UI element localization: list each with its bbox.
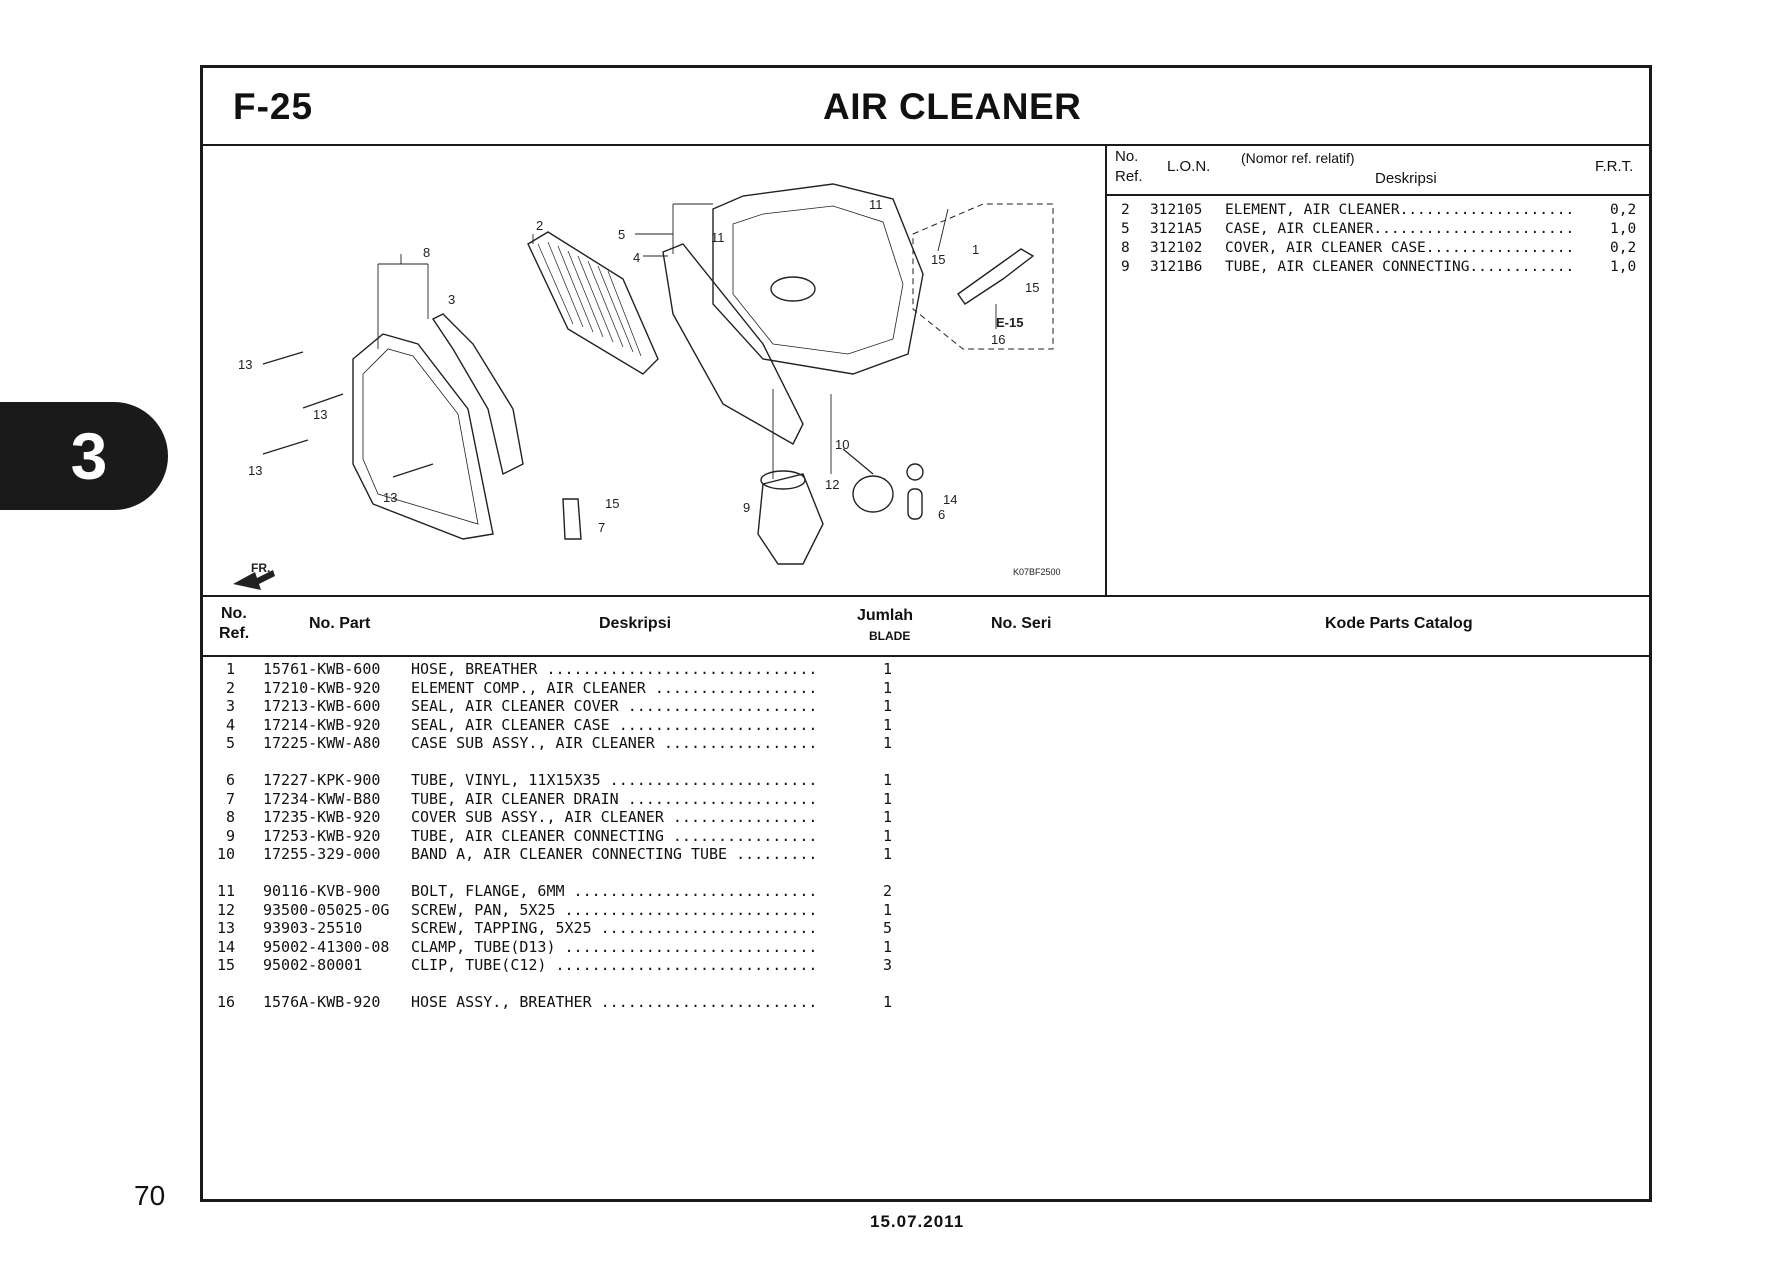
row-quantity: 1 [883,992,893,1011]
exploded-diagram-drawing [203,144,1105,595]
row-part-number: 15761-KWB-600 [263,660,381,678]
row-quantity: 1 [883,808,893,827]
row-quantity: 1 [883,900,893,919]
callout-9: 9 [743,500,751,515]
row-description: SCREW, TAPPING, 5X25 ........................ [411,919,818,938]
page-title: AIR CLEANER [823,86,1082,127]
table-row [203,827,1649,846]
row-description: HOSE, BREATHER .............................. [411,660,818,678]
ref-row [1107,202,1649,221]
row-quantity: 1 [883,660,893,678]
row-ref: 8 [225,808,235,827]
callout-10: 10 [835,437,850,452]
callout-1: 1 [972,242,980,257]
table-row [203,882,1649,901]
row-part-number: 1576A-KWB-920 [263,992,381,1011]
row-quantity: 5 [883,919,893,938]
row-part-number: 17255-329-000 [263,845,381,864]
row-quantity: 1 [883,789,893,808]
row-part-number: 17227-KPK-900 [263,770,381,789]
row-quantity: 1 [883,678,893,697]
table-row [203,938,1649,957]
header-ref: Ref. [1115,168,1143,185]
ref-row-frt: 0,2 [1610,240,1637,256]
row-description: TUBE, AIR CLEANER DRAIN ..................... [411,789,818,808]
page-code: F-25 [233,86,314,127]
header-nomor-ref: (Nomor ref. relatif) [1241,150,1355,166]
ref-row-desc: TUBE, AIR CLEANER CONNECTING............ [1225,259,1575,275]
row-description: BAND A, AIR CLEANER CONNECTING TUBE ......... [411,845,818,864]
table-row [203,771,1649,790]
row-part-number: 17225-KWW-A80 [263,734,381,753]
row-description: TUBE, VINYL, 11X15X35 ....................... [411,770,818,789]
row-description: TUBE, AIR CLEANER CONNECTING ................ [411,826,818,845]
row-ref: 4 [225,715,235,734]
row-ref: 10 [216,845,235,864]
header-no: No. [221,605,247,622]
header-no-part: No. Part [309,615,371,632]
ref-row-frt: 1,0 [1610,259,1637,275]
header-jumlah: Jumlah [857,607,914,624]
ref-row-lon: 3121B6 [1150,259,1203,275]
parts-table-header [203,595,1649,657]
table-row [203,716,1649,735]
ref-row-frt: 1,0 [1610,221,1637,237]
row-quantity: 1 [883,845,893,864]
row-part-number: 17213-KWB-600 [263,697,381,716]
row-description: BOLT, FLANGE, 6MM ........................... [411,881,818,900]
row-ref: 6 [225,770,235,789]
table-row [203,679,1649,698]
header-lon: L.O.N. [1167,158,1211,175]
callout-15b: 15 [931,252,946,267]
header-frt: F.R.T. [1595,158,1634,175]
row-part-number: 90116-KVB-900 [263,881,381,900]
figure-code: K07BF2500 [1013,567,1061,577]
ref-row-ref: 9 [1121,259,1130,275]
table-row [203,734,1649,753]
parts-table-rows [203,660,1649,1012]
row-part-number: 93500-05025-0G [263,900,390,919]
row-part-number: 95002-80001 [263,956,363,975]
row-ref: 15 [216,956,235,975]
direction-label: FR. [251,561,271,575]
table-row [203,919,1649,938]
table-row [203,660,1649,679]
callout-3: 3 [448,292,456,307]
exploded-diagram [203,144,1107,595]
table-row [203,845,1649,864]
section-number: 3 [70,419,108,493]
header-no: No. [1115,148,1139,165]
row-description: SCREW, PAN, 5X25 ............................ [411,900,818,919]
header-kode-parts-catalog: Kode Parts Catalog [1325,615,1473,632]
row-ref: 5 [225,734,235,753]
ref-row-ref: 5 [1121,221,1130,237]
row-description: HOSE ASSY., BREATHER ........................ [411,992,818,1011]
table-row [203,956,1649,975]
callout-6: 6 [938,507,946,522]
table-row [203,790,1649,809]
row-description: CLIP, TUBE(C12) ............................. [411,956,818,975]
ref-row [1107,240,1649,259]
row-description: CLAMP, TUBE(D13) ............................ [411,937,818,956]
page-number: 70 [134,1180,166,1211]
callout-8: 8 [423,245,431,260]
row-ref: 11 [216,881,235,900]
row-ref: 2 [225,678,235,697]
page-header [203,68,1649,146]
callout-16: 16 [991,332,1006,347]
table-row [203,993,1649,1012]
ref-row-desc: COVER, AIR CLEANER CASE................. [1225,240,1575,256]
row-description: SEAL, AIR CLEANER CASE ...................... [411,715,818,734]
row-quantity: 1 [883,697,893,716]
callout-4: 4 [633,250,641,265]
callout-15c: 15 [1025,280,1040,295]
ref-row [1107,259,1649,278]
header-ref: Ref. [219,625,250,642]
ref-row-desc: CASE, AIR CLEANER....................... [1225,221,1575,237]
callout-13d: 13 [383,490,398,505]
callout-11a: 11 [711,230,725,245]
row-part-number: 95002-41300-08 [263,937,390,956]
header-deskripsi: Deskripsi [1375,170,1437,187]
callout-14: 14 [943,492,958,507]
callout-11b: 11 [869,197,883,212]
row-part-number: 17235-KWB-920 [263,808,381,827]
row-ref: 7 [225,789,235,808]
row-part-number: 17234-KWW-B80 [263,789,381,808]
callout-13a: 13 [238,357,253,372]
callout-12: 12 [825,477,840,492]
row-ref: 16 [216,992,235,1011]
row-description: COVER SUB ASSY., AIR CLEANER ................ [411,808,818,827]
table-row [203,697,1649,716]
callout-5: 5 [618,227,626,242]
callout-13b: 13 [313,407,328,422]
callout-13c: 13 [248,463,263,478]
callout-2: 2 [536,218,544,233]
header-blade: BLADE [869,629,911,643]
ref-row-ref: 2 [1121,202,1130,218]
callout-7: 7 [598,520,606,535]
table-row [203,901,1649,920]
row-ref: 3 [225,697,235,716]
ref-row-desc: ELEMENT, AIR CLEANER.................... [1225,202,1575,218]
row-ref: 12 [216,900,235,919]
row-ref: 1 [225,660,235,678]
row-quantity: 1 [883,734,893,753]
row-ref: 9 [225,826,235,845]
header-no-seri: No. Seri [991,615,1052,632]
row-description: SEAL, AIR CLEANER COVER ..................... [411,697,818,716]
ref-row-frt: 0,2 [1610,202,1637,218]
ref-row-ref: 8 [1121,240,1130,256]
section-tab [0,402,168,510]
row-ref: 14 [216,937,235,956]
row-description: CASE SUB ASSY., AIR CLEANER ................. [411,734,818,753]
ref-row-lon: 312105 [1150,202,1203,218]
relative-ref-rows [1107,202,1649,278]
ref-label-e15: E-15 [996,315,1024,330]
row-quantity: 1 [883,937,893,956]
callout-15a: 15 [605,496,620,511]
row-quantity: 1 [883,715,893,734]
row-part-number: 17253-KWB-920 [263,826,381,845]
row-quantity: 1 [883,826,893,845]
row-description: ELEMENT COMP., AIR CLEANER .................. [411,678,818,697]
relative-ref-header [1107,144,1649,196]
catalog-page-frame [200,65,1652,1202]
row-ref: 13 [216,919,235,938]
row-quantity: 1 [883,770,893,789]
date-footer: 15.07.2011 [870,1212,965,1231]
row-part-number: 17214-KWB-920 [263,715,381,734]
table-row [203,808,1649,827]
row-quantity: 2 [883,881,893,900]
ref-row-lon: 3121A5 [1150,221,1203,237]
ref-row-lon: 312102 [1150,240,1203,256]
relative-ref-table [1107,144,1649,595]
row-quantity: 3 [883,956,893,975]
row-part-number: 93903-25510 [263,919,363,938]
row-part-number: 17210-KWB-920 [263,678,381,697]
ref-row [1107,221,1649,240]
header-deskripsi: Deskripsi [599,615,672,632]
